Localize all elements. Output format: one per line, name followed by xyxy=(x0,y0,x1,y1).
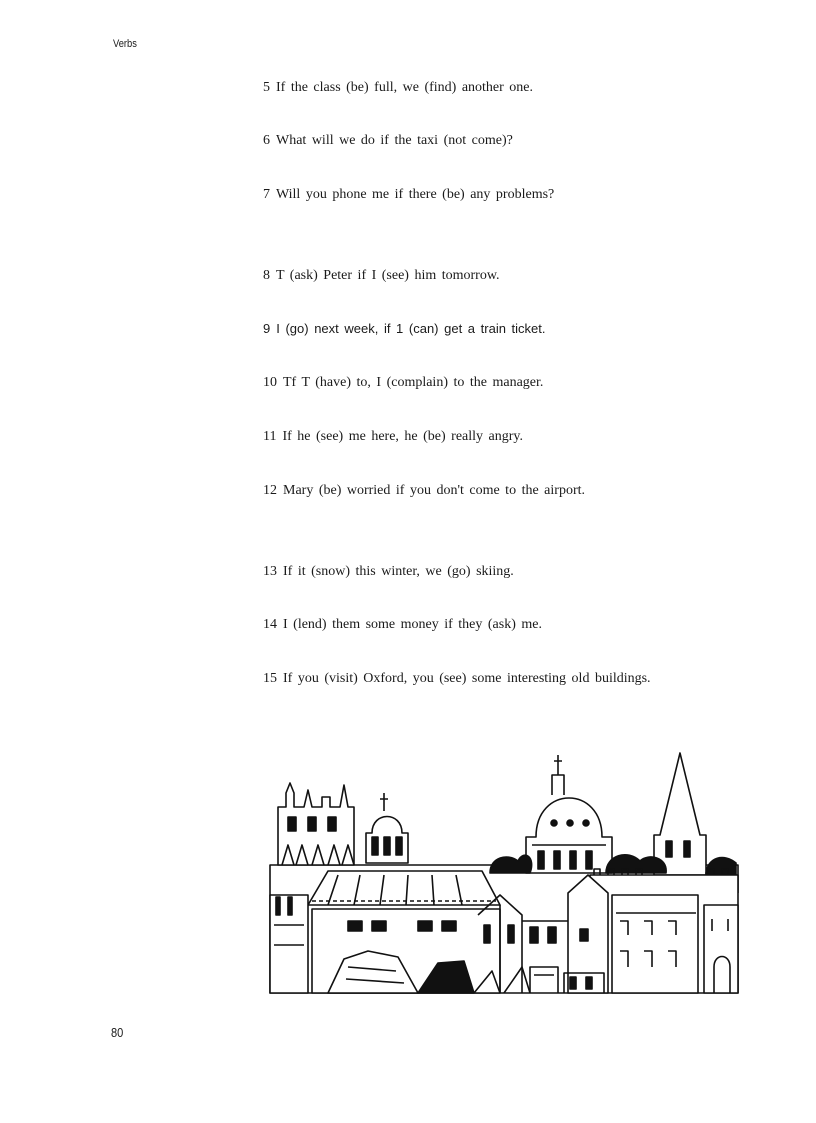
exercise-item xyxy=(263,80,533,96)
exercise-item xyxy=(263,375,543,391)
exercise-number: 13 xyxy=(263,564,277,579)
exercise-item xyxy=(263,268,500,284)
exercise-text: Tf T (have) to, I (complain) to the manager. xyxy=(283,375,544,390)
section-header: Verbs xyxy=(113,38,137,50)
exercise-number: 10 xyxy=(263,375,277,390)
exercise-text: Will you phone me if there (be) any problems? xyxy=(276,187,555,202)
exercise-text: T (ask) Peter if I (see) him tomorrow. xyxy=(276,268,500,283)
exercise-item xyxy=(263,187,554,203)
exercise-number: 14 xyxy=(263,617,277,632)
exercise-text: If the class (be) full, we (find) another one. xyxy=(276,80,534,95)
exercise-item xyxy=(263,564,514,580)
exercise-number: 15 xyxy=(263,671,277,686)
exercise-number: 9 xyxy=(263,321,271,336)
page-number: 80 xyxy=(111,1025,124,1040)
exercise-number: 12 xyxy=(263,483,277,498)
exercise-item xyxy=(263,671,651,687)
exercise-number: 7 xyxy=(263,187,270,202)
exercise-item xyxy=(263,133,513,149)
exercise-text: I (lend) them some money if they (ask) me. xyxy=(283,617,542,632)
exercise-item xyxy=(263,429,523,445)
exercise-text: Mary (be) worried if you don't come to the airport. xyxy=(283,483,585,498)
exercise-text: If you (visit) Oxford, you (see) some interesting old buildings. xyxy=(283,671,651,686)
exercise-text: If it (snow) this winter, we (go) skiing. xyxy=(283,564,514,579)
exercise-text: What will we do if the taxi (not come)? xyxy=(276,133,513,148)
oxford-skyline-illustration xyxy=(268,745,740,1000)
exercise-text: I (go) next week, if 1 (can) get a train ticket. xyxy=(276,321,546,336)
exercise-number: 11 xyxy=(263,429,277,444)
exercise-item xyxy=(263,483,585,499)
exercise-text: If he (see) me here, he (be) really angry. xyxy=(282,429,524,444)
exercise-item xyxy=(263,617,542,633)
exercise-number: 6 xyxy=(263,133,270,148)
exercise-number: 5 xyxy=(263,80,270,95)
exercise-item xyxy=(263,321,546,336)
exercise-number: 8 xyxy=(263,268,270,283)
